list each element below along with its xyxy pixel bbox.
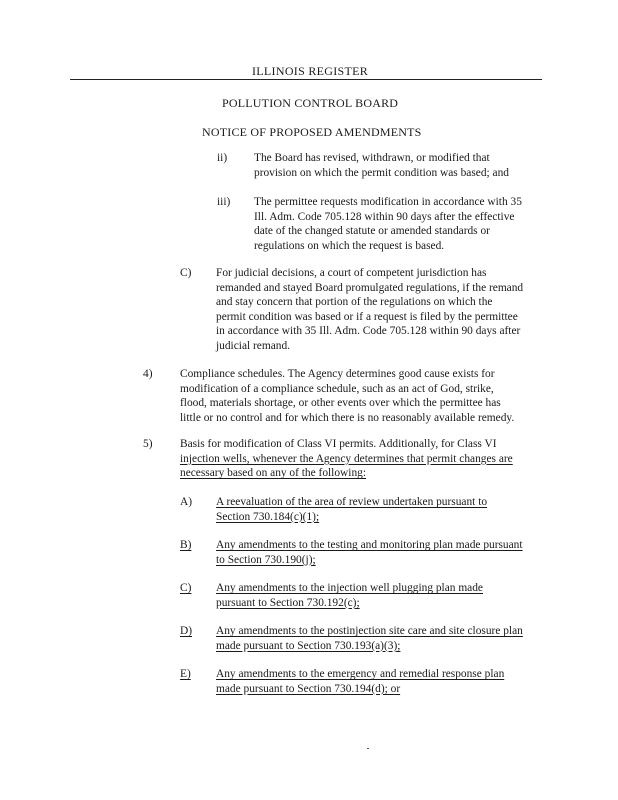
item-d-text xyxy=(216,624,523,653)
text-line: The permittee requests modification in accordance with 35 xyxy=(254,196,522,208)
text-line: For judicial decisions, a court of competent jurisdiction has xyxy=(216,267,487,279)
text-line: Any amendments to the testing and monitoring plan made pursuant xyxy=(216,539,523,551)
text-line: pursuant to Section 730.192(c); xyxy=(216,596,360,609)
item-a-label: A) xyxy=(180,496,193,508)
text-line: The Board has revised, withdrawn, or modified that xyxy=(254,152,490,164)
text-line: date of the changed statute or amended standards or xyxy=(254,225,490,238)
text-line: little or no control and for which there is no reasonably available remedy. xyxy=(180,411,515,424)
text-line: judicial remand. xyxy=(216,339,291,352)
register-title: ILLINOIS REGISTER xyxy=(252,64,369,78)
text-line: regulations on which the request is based. xyxy=(254,239,445,252)
text-line: remanded and stayed Board promulgated regulations, if the remand xyxy=(216,281,524,294)
item-a-text xyxy=(216,495,487,524)
header-rule xyxy=(70,79,542,80)
item-4-label: 4) xyxy=(143,368,153,380)
item-e-text xyxy=(216,667,504,696)
item-c-label: C) xyxy=(180,267,192,279)
agency-heading: POLLUTION CONTROL BOARD xyxy=(222,96,399,110)
text-line: Ill. Adm. Code 705.128 within 90 days after the effective xyxy=(254,210,515,223)
text-line: Basis for modification of Class VI permits. Additionally, for Class VI xyxy=(180,438,497,450)
item-d-label: D) xyxy=(180,625,193,637)
item-ii-label: ii) xyxy=(217,152,228,164)
text-line: modification of a compliance schedule, such as an act of God, strike, xyxy=(180,382,494,395)
item-iii-text xyxy=(254,195,522,253)
text-line: to Section 730.190(j); xyxy=(216,553,316,566)
item-5-label: 5) xyxy=(143,438,153,450)
item-c2-text xyxy=(216,581,483,610)
text-line: Compliance schedules. The Agency determines good cause exists for xyxy=(180,368,495,380)
text-line: A reevaluation of the area of review undertaken pursuant to xyxy=(216,496,488,508)
notice-heading: NOTICE OF PROPOSED AMENDMENTS xyxy=(202,125,422,139)
item-c2-label: C) xyxy=(180,582,192,594)
item-b-label: B) xyxy=(180,539,192,551)
scan-speck xyxy=(367,748,369,749)
text-line: injection wells, whenever the Agency determines that permit changes are xyxy=(180,452,513,465)
text-line: Any amendments to the emergency and remedial response plan xyxy=(216,668,505,680)
item-e-label: E) xyxy=(180,668,191,680)
text-line: Section 730.184(c)(1); xyxy=(216,510,320,523)
item-iii-label: iii) xyxy=(217,196,231,208)
item-5-text xyxy=(180,437,513,481)
text-line: and stay concern that portion of the regulations on which the xyxy=(216,296,493,309)
text-line: Any amendments to the postinjection site care and site closure plan xyxy=(216,625,523,637)
text-line: made pursuant to Section 730.193(a)(3); xyxy=(216,639,401,652)
text-line: necessary based on any of the following: xyxy=(180,467,366,480)
text-line: in accordance with 35 Ill. Adm. Code 705.128 within 90 days after xyxy=(216,325,521,338)
item-b-text xyxy=(216,538,523,567)
item-c-text xyxy=(216,266,523,354)
text-line: Any amendments to the injection well plugging plan made xyxy=(216,582,483,594)
text-line: permit condition was based or if a request is filed by the permittee xyxy=(216,310,518,323)
item-4-text xyxy=(180,367,514,425)
text-line: flood, materials shortage, or other events over which the permittee has xyxy=(180,397,501,410)
text-line: provision on which the permit condition was based; and xyxy=(254,166,509,179)
text-line: made pursuant to Section 730.194(d); or xyxy=(216,682,401,695)
item-ii-text xyxy=(254,151,509,180)
